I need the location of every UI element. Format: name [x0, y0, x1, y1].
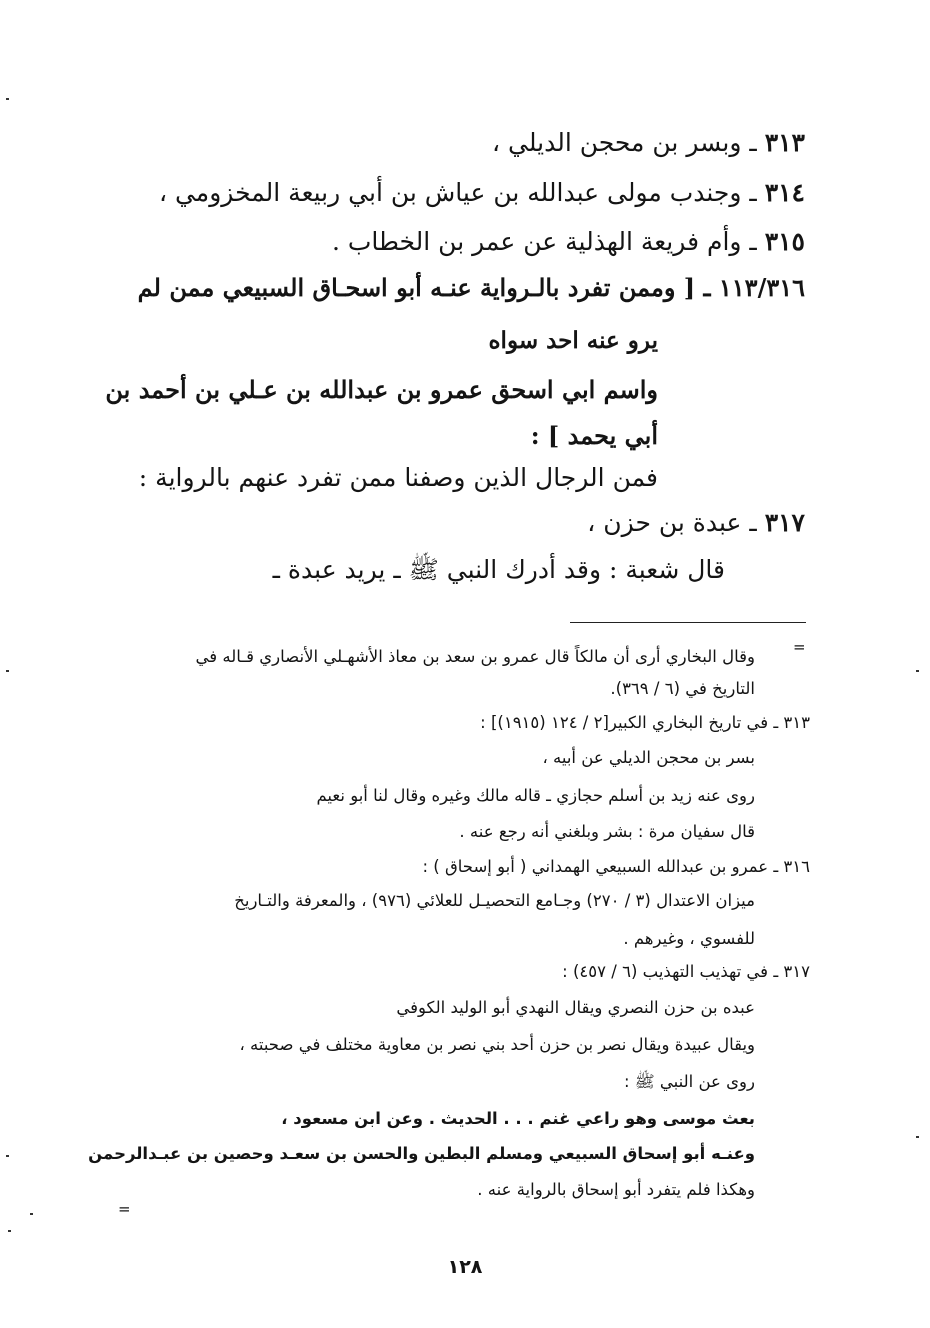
quote-317: قال شعبة : وقد أدرك النبي ﷺ ـ يريد عبدة ـ [272, 555, 725, 584]
scan-speck [6, 98, 9, 100]
footnote-316-line1: ميزان الاعتدال (٣ / ٢٧٠) وجـامع التحصيـل للعلائي (٩٧٦) ، والمعرفة والتـاريخ [234, 891, 755, 910]
entry-number: ٣١٤ [764, 178, 805, 207]
end-mark: = [118, 1200, 131, 1218]
section-heading-line4: أبي يحمد ] : [530, 421, 658, 450]
entry-315 [332, 227, 805, 256]
footnote-317-line4: بعث موسى وهو راعي غنم . . . الحديث . وعن ابن مسعود ، [281, 1109, 755, 1128]
entry-text: وبسر بن محجن الديلي ، [492, 128, 742, 157]
footnote-cont-line1: وقال البخاري أرى أن مالكاً قال عمرو بن سعد بن معاذ الأشهـلي الأنصاري قـاله في [195, 647, 755, 666]
section-heading-text: [ وممن تفرد بالـرواية عنـه أبو اسحـاق السبيعي ممن لم [137, 273, 696, 302]
footnote-separator [570, 622, 806, 623]
footnote-317-line2: ويقال عبيدة ويقال نصر بن حزن أحد بني نصر بن معاوية مختلف في صحبته ، [239, 1035, 755, 1054]
entry-text: وأم فريعة الهذلية عن عمر بن الخطاب . [331, 227, 742, 256]
entry-number: ٣١٣ [764, 128, 805, 157]
footnote-316-heading: ٣١٦ ـ عمرو بن عبدالله السبيعي الهمداني ( أبو إسحاق ) : [422, 857, 810, 876]
section-heading-line1 [138, 273, 805, 302]
scan-speck [30, 1213, 33, 1215]
footnote-317-heading: ٣١٧ ـ في تهذيب التهذيب (٦ / ٤٥٧) : [562, 962, 810, 981]
section-heading-number: ١١٣/٣١٦ [718, 273, 805, 302]
scan-speck [6, 1155, 9, 1157]
footnote-313-line3: قال سفيان مرة : بشر وبلغني أنه رجع عنه . [459, 822, 755, 841]
intro-line: فمن الرجال الذين وصفنا ممن تفرد عنهم بالرواية : [138, 463, 658, 492]
page-number: ١٢٨ [447, 1256, 483, 1278]
section-heading-line2: يرو عنه احد سواه [488, 327, 658, 354]
entry-text: عبدة بن حزن ، [587, 508, 742, 537]
continuation-mark: = [793, 638, 806, 656]
entry-dash: ـ [695, 273, 711, 302]
footnote-317-line6: وهكذا فلم يتفرد أبو إسحاق بالرواية عنه . [477, 1180, 755, 1199]
scan-speck [8, 1230, 11, 1232]
entry-dash: ـ [741, 128, 757, 157]
entry-317 [587, 508, 805, 537]
scan-speck [916, 1136, 919, 1138]
scan-speck [6, 670, 9, 672]
footnote-317-line1: عبده بن حزن النصري ويقال النهدي أبو الوليد الكوفي [396, 998, 755, 1017]
entry-number: ٣١٧ [764, 508, 805, 537]
entry-text: وجندب مولى عبدالله بن عياش بن أبي ربيعة المخزومي ، [158, 178, 742, 207]
footnote-cont-line2: التاريخ في (٦ / ٣٦٩). [610, 679, 755, 698]
section-heading-line3: واسم ابي اسحق عمرو بن عبدالله بن عـلي بن أحمد بن [105, 375, 658, 404]
footnote-313-line2: روى عنه زيد بن أسلم حجازي ـ قاله مالك وغيره وقال لنا أبو نعيم [316, 786, 755, 805]
footnote-313-line1: بسر بن محجن الديلي عن أبيه ، [542, 748, 755, 767]
footnote-316-line2: للفسوي ، وغيرهم . [623, 929, 755, 948]
entry-number: ٣١٥ [764, 227, 805, 256]
scan-speck [916, 670, 919, 672]
entry-313 [492, 128, 805, 157]
entry-dash: ـ [741, 508, 757, 537]
entry-dash: ـ [741, 227, 757, 256]
footnote-317-line3: روى عن النبي ﷺ : [623, 1072, 755, 1091]
footnote-313-heading: ٣١٣ ـ في تاريخ البخاري الكبير[٢ / ١٢٤ (١٩١٥)] : [480, 713, 810, 732]
footnote-317-line5: وعنـه أبو إسحاق السبيعي ومسلم البطين والحسن بن سعـد وحصين بن عبـدالرحمن [88, 1144, 755, 1163]
entry-314 [159, 178, 805, 207]
entry-dash: ـ [741, 178, 757, 207]
